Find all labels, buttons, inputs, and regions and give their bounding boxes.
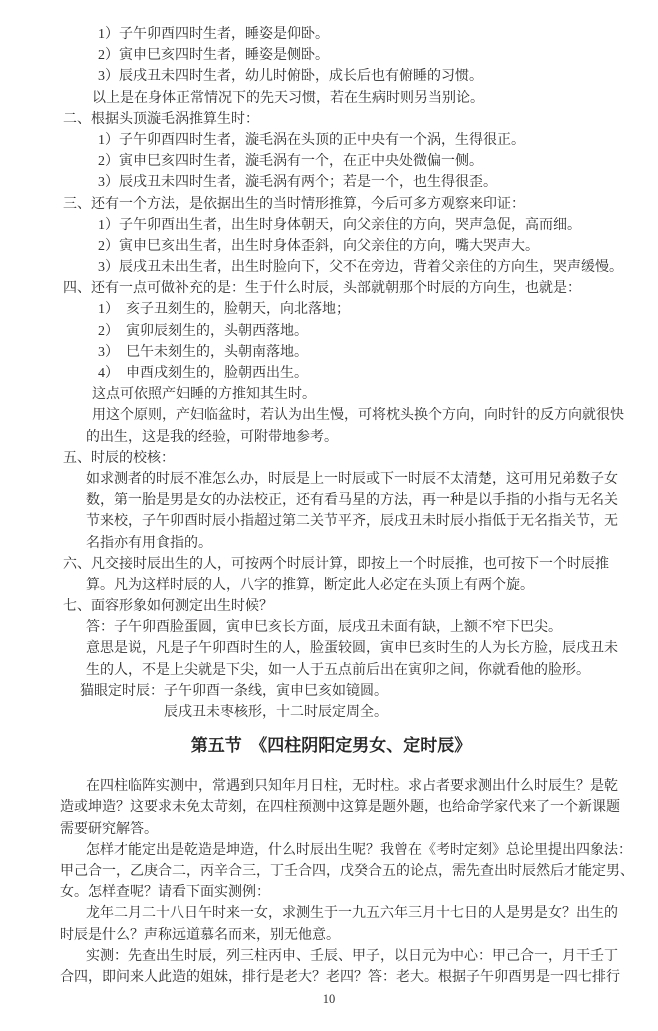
text-line: 2）寅申巳亥四时生者，漩毛涡有一个，在正中央处微偏一侧。	[98, 154, 483, 170]
text-line: 1）子午卯酉出生者，出生时身体朝天，向父亲住的方向，哭声急促，高而细。	[98, 217, 581, 233]
text-line: 用这个原则，产妇临盆时，若认为出生慢，可将枕头换个方向，向时针的反方向就很快	[92, 408, 624, 424]
text-line: 生的人，不是上尖就是下尖，如一人于五点前后出在寅卯之间，你就看他的脸形。	[86, 662, 590, 678]
text-line: 名指亦有用食指的。	[86, 535, 212, 551]
text-line: 实测：先查出生时辰，列三柱丙申、壬辰、甲子，以日元为中心：甲己合一，月干壬丁	[86, 948, 618, 964]
body-text-top	[60, 24, 624, 723]
text-line: 3）辰戌丑未四时生者，漩毛涡有两个；若是一个，也生得很歪。	[98, 175, 497, 191]
body-text-bottom	[60, 776, 634, 988]
text-line: 3） 巳午未刻生的，头朝南落地。	[98, 344, 308, 360]
text-line: 怎样才能定出是乾造是坤造，什么时辰出生呢？我曾在《考时定刻》总论里提出四象法：	[86, 842, 632, 858]
text-line: 需要研究解答。	[60, 821, 158, 837]
text-line: 三、还有一个方法，是依据出生的当时情形推算，今后可多方观察来印证：	[63, 196, 525, 212]
text-line: 七、面容形象如何测定出生时候？	[63, 599, 273, 615]
text-line: 1）子午卯酉四时生者，漩毛涡在头顶的正中央有一个涡，生得很正。	[98, 132, 525, 148]
text-line: 4） 申酉戌刻生的，脸朝西出生。	[98, 366, 308, 381]
text-line: 2）寅申巳亥出生者，出生时身体歪斜，向父亲住的方向，嘴大哭声大。	[98, 238, 539, 254]
page-number: 10	[322, 992, 336, 1006]
text-line: 答：子午卯酉脸蛋圆，寅申巳亥长方面，辰戌丑未面有缺，上额不窄下巴尖。	[86, 620, 562, 636]
text-line: 这点可依照产妇睡的方推知其生时。	[92, 387, 316, 403]
section-heading: 第五节 《四柱阴阳定男女、定时辰》	[190, 736, 472, 756]
text-line: 二、根据头顶漩毛涡推算生时：	[63, 111, 259, 127]
text-line: 四、还有一点可做补充的是：生于什么时辰，头部就朝那个时辰的方向生，也就是：	[63, 281, 581, 297]
text-line: 3）辰戌丑未四时生者，幼儿时俯卧，成长后也有俯睡的习惯。	[98, 69, 483, 85]
text-line: 数，第一胎是男是女的办法校正，还有看马星的方法，再一种是以手指的小指与无名关	[86, 493, 618, 509]
text-line: 甲己合一，乙庚合二，丙辛合三，丁壬合四，戊癸合五的论点，需先查出时辰然后才能定男、	[60, 863, 634, 879]
text-line: 1）子午卯酉四时生者，睡姿是仰卧。	[98, 27, 329, 42]
text-line: 1） 亥子丑刻生的，脸朝天，向北落地；	[98, 302, 350, 318]
text-line: 在四柱临阵实测中，常遇到只知年月日柱，无时柱。求占者要求测出什么时辰生？是乾	[86, 779, 618, 795]
text-line: 意思是说，凡是子午卯酉时生的人，脸蛋较圆，寅申巳亥时生的人为长方脸，辰戌丑未	[86, 641, 618, 657]
text-line: 女。怎样查呢？请看下面实测例：	[60, 885, 270, 901]
text-line: 以上是在身体正常情况下的先天习惯，若在生病时则另当别论。	[92, 90, 484, 106]
text-line: 龙年二月二十八日午时来一女，求测生于一九五六年三月十七日的人是男是女？出生的	[86, 906, 618, 922]
text-line: 算。凡为这样时辰的人，八字的推算，断定此人必定在头顶上有两个旋。	[86, 577, 534, 593]
text-line: 辰戌丑未枣核形，十二时辰定周全。	[164, 705, 388, 720]
text-line: 时辰是什么？声称远道慕名而来，别无他意。	[60, 927, 340, 943]
text-line: 2） 寅卯辰刻生的，头朝西落地。	[98, 323, 308, 339]
text-line: 六、凡交接时辰出生的人，可按两个时辰计算，即按上一个时辰推，也可按下一个时辰推	[63, 556, 609, 572]
text-line: 2）寅申巳亥四时生者，睡姿是侧卧。	[98, 48, 329, 64]
text-line: 的出生，这是我的经验，可附带地参考。	[86, 429, 338, 445]
text-line: 节来校，子午卯酉时辰小指超过第二关节平齐，辰戌丑未时辰小指低于无名指关节，无	[86, 514, 618, 530]
text-line: 3）辰戌丑未出生者，出生时脸向下，父不在旁边，背着父亲住的方向生，哭声缓慢。	[98, 260, 623, 276]
text-line: 如求测者的时辰不准怎么办，时辰是上一时辰或下一时辰不太清楚，这可用兄弟数子女	[86, 471, 618, 487]
text-line: 五、时辰的校核：	[63, 450, 175, 466]
text-line: 猫眼定时辰：子午卯酉一条线，寅申巳亥如镜圆。	[80, 683, 388, 699]
text-line: 造或坤造？这要求未免太苛刻，在四柱预测中这算是题外题，也给命学家代来了一个新课题	[60, 800, 620, 816]
text-line: 合四，即问来人此造的姐妹，排行是老大？老四？答：老大。根据子午卯酉男是一四七排行	[60, 969, 620, 985]
